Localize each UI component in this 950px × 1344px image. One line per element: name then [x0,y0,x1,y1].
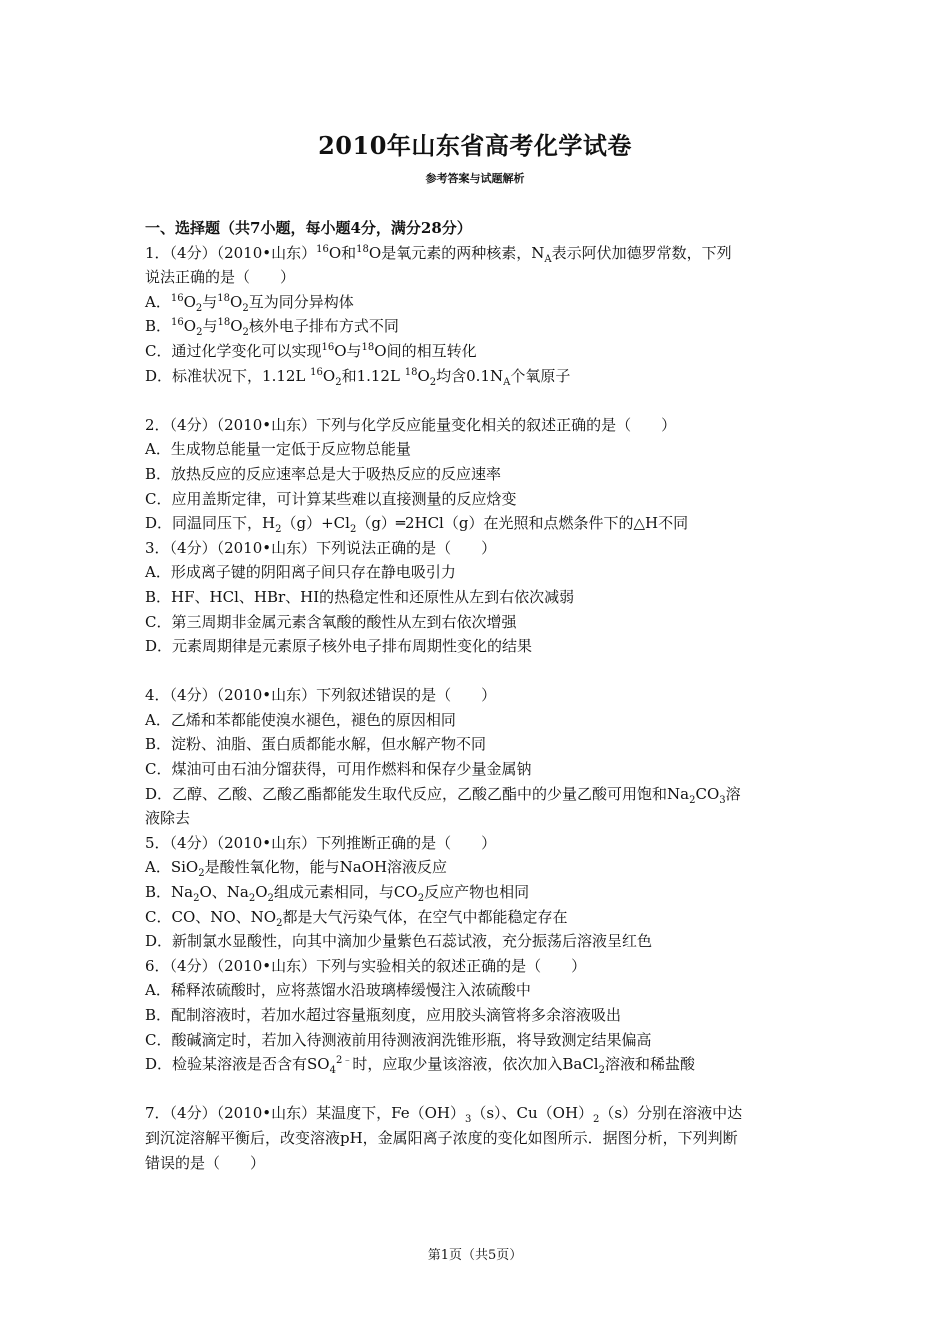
question-6-option-a: A．稀释浓硫酸时，应将蒸馏水沿玻璃棒缓慢注入浓硫酸中 [145,981,531,1000]
question-4-option-a: A．乙烯和苯都能使溴水褪色，褪色的原因相同 [145,710,456,729]
question-5-option-c: C．CO、NO、$NO_2$都是大气污染气体，在空气中都能稳定存在 [145,907,568,929]
question-1-stem: 1．（4分）（2010•山东）$^{16}$O和$^{18}$O是氧元素的两种核素，$N_A$表示阿伏加德罗常数，下列 [145,243,732,265]
question-7-stem-end: 错误的是（ ） [145,1153,266,1172]
question-1-option-b: B．$^{16}O_2$与$^{18}O_2$核外电子排布方式不同 [145,317,399,339]
question-5-stem: 5．（4分）（2010•山东）下列推断正确的是（ ） [145,833,497,852]
question-2-option-d: D．同温同压下，$H_2(g)+Cl_2(g)═2HCl(g)$在光照和点燃条件下的△H不同 [145,514,689,536]
question-6-option-d: D．检验某溶液是否含有$SO_4^{2﹣}$时，应取少量该溶液，依次加入BaCl$_2$溶液和稀盐酸 [145,1055,695,1077]
question-2-stem: 2．（4分）（2010•山东）下列与化学反应能量变化相关的叙述正确的是（ ） [145,415,677,434]
section-heading: 一、选择题（共7小题，每小题4分，满分28分） [145,219,472,237]
question-list [145,216,805,1175]
question-2-option-a: A．生成物总能量一定低于反应物总能量 [145,440,411,459]
question-1-option-d: D．标准状况下，1.12L $^{16}O_2$和1.12L $^{18}O_2$均含$0.1N_A$个氧原子 [145,366,571,388]
question-3-option-a: A．形成离子键的阴阳离子间只存在静电吸引力 [145,563,456,582]
question-4-option-d-cont: 液除去 [145,809,191,828]
question-4-option-d: D．乙醇、乙酸、乙酸乙酯都能发生取代反应，乙酸乙酯中的少量乙酸可用饱和$Na_2CO_3$溶 [145,784,741,806]
question-2-option-b: B．放热反应的反应速率总是大于吸热反应的反应速率 [145,464,502,483]
question-1-option-a: A．$^{16}O_2$与$^{18}O_2$互为同分异构体 [145,292,354,314]
question-3-stem: 3．（4分）（2010•山东）下列说法正确的是（ ） [145,538,497,557]
question-3-option-d: D．元素周期律是元素原子核外电子排布周期性变化的结果 [145,637,533,656]
question-7-stem: 7．（4分）（2010•山东）某温度下，$Fe(OH)_3(s)$、$Cu(OH)_2(s)$分别在溶液中达 [145,1104,743,1126]
question-5-option-a: A．SiO$_2$是酸性氧化物，能与NaOH溶液反应 [145,858,448,880]
question-6-stem: 6．（4分）（2010•山东）下列与实验相关的叙述正确的是（ ） [145,956,587,975]
question-1-stem-cont: 说法正确的是（ ） [145,268,296,287]
question-4-stem: 4．（4分）（2010•山东）下列叙述错误的是（ ） [145,686,497,705]
page-subtitle: 参考答案与试题解析 [425,172,525,185]
question-4-option-b: B．淀粉、油脂、蛋白质都能水解，但水解产物不同 [145,735,487,754]
question-3-option-c: C．第三周期非金属元素含氧酸的酸性从左到右依次增强 [145,612,517,631]
page-footer: 第1页（共5页） [427,1248,523,1263]
question-5-option-d: D．新制氯水显酸性，向其中滴加少量紫色石蕊试液，充分振荡后溶液呈红色 [145,932,653,951]
question-5-option-b: B．$Na_2O$、$Na_2O_2$组成元素相同，与$CO_2$反应产物也相同 [145,883,530,905]
question-6-option-b: B．配制溶液时，若加水超过容量瓶刻度，应用胶头滴管将多余溶液吸出 [145,1006,622,1024]
question-6-option-c: C．酸碱滴定时，若加入待测液前用待测液润洗锥形瓶，将导致测定结果偏高 [145,1030,652,1049]
page-title: 2010年山东省高考化学试卷 [318,131,632,160]
question-3-option-b: B．HF、HCl、HBr、HI的热稳定性和还原性从左到右依次减弱 [145,587,575,606]
question-7-stem-cont: 到沉淀溶解平衡后，改变溶液pH，金属阳离子浓度的变化如图所示．据图分析，下列判断 [145,1128,738,1147]
question-1-option-c: C．通过化学变化可以实现$^{16}$O与$^{18}$O间的相互转化 [145,341,477,360]
question-2-option-c: C．应用盖斯定律，可计算某些难以直接测量的反应焓变 [145,489,517,508]
question-4-option-c: C．煤油可由石油分馏获得，可用作燃料和保存少量金属钠 [145,760,532,779]
